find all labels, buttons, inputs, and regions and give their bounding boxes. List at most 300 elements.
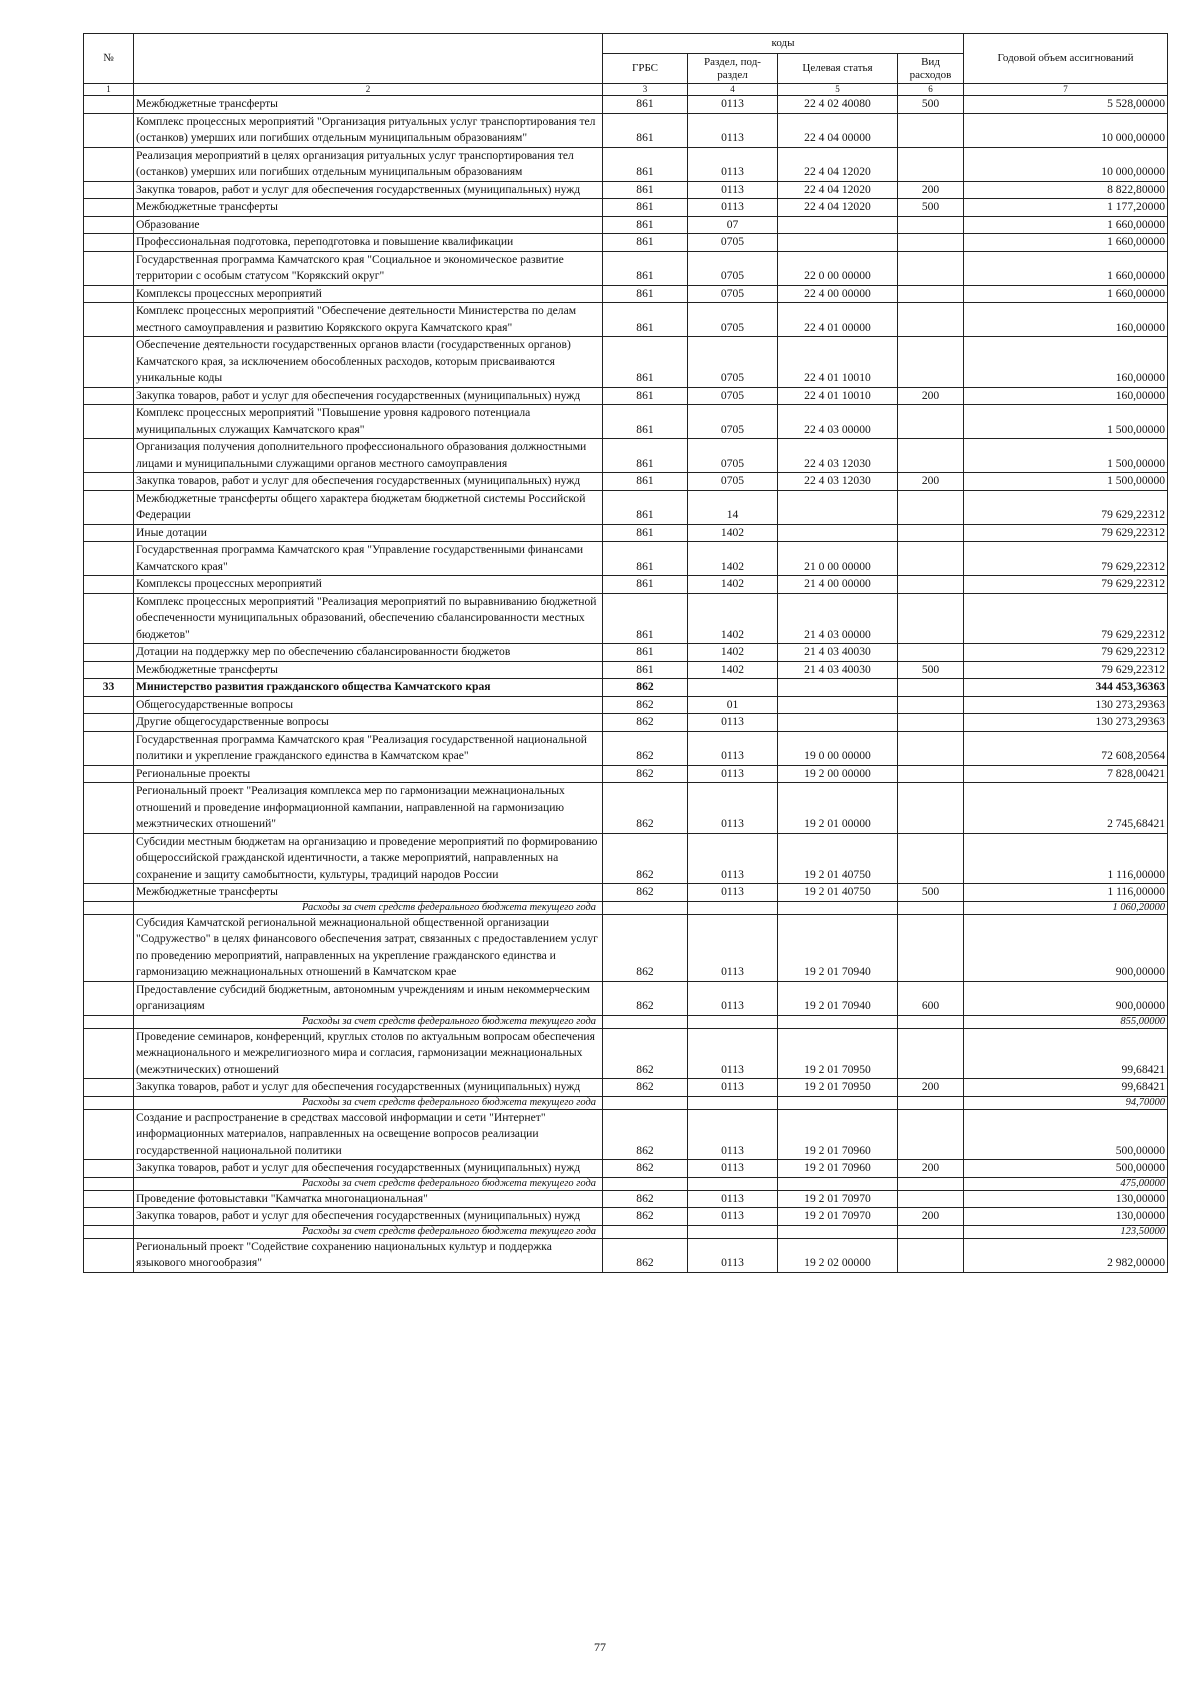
- table-row: [84, 234, 1168, 252]
- row-grbs: 861: [603, 199, 688, 217]
- row-exptype: [898, 731, 964, 765]
- federal-budget-row: [84, 1225, 1168, 1238]
- row-number: [84, 661, 134, 679]
- row-number: [84, 439, 134, 473]
- row-number: [84, 1109, 134, 1160]
- row-target: 19 2 01 70940: [778, 981, 898, 1015]
- row-section: 0705: [688, 285, 778, 303]
- row-number: [84, 1028, 134, 1079]
- row-target: [778, 216, 898, 234]
- row-exptype: 200: [898, 387, 964, 405]
- row-name: Предоставление субсидий бюджетным, автономным учреждениям и иным некоммерческим организациям: [134, 981, 603, 1015]
- table-row: [84, 96, 1168, 114]
- row-amount: 79 629,22312: [964, 524, 1168, 542]
- table-row: [84, 405, 1168, 439]
- row-amount: 7 828,00421: [964, 765, 1168, 783]
- row-name: Проведение фотовыставки "Камчатка многонациональная": [134, 1190, 603, 1208]
- table-row: [84, 1238, 1168, 1272]
- row-section: 01: [688, 696, 778, 714]
- row-number: [84, 542, 134, 576]
- row-grbs: 861: [603, 490, 688, 524]
- row-section: 0113: [688, 884, 778, 902]
- row-exptype: 600: [898, 981, 964, 1015]
- row-target: 19 2 02 00000: [778, 1238, 898, 1272]
- row-number: [84, 901, 134, 914]
- row-name: Иные дотации: [134, 524, 603, 542]
- row-section: 0705: [688, 405, 778, 439]
- header-exptype: Вид расходов: [898, 54, 964, 84]
- table-row: [84, 490, 1168, 524]
- row-amount: 2 745,68421: [964, 783, 1168, 834]
- row-amount: 79 629,22312: [964, 593, 1168, 644]
- row-exptype: [898, 234, 964, 252]
- table-row: [84, 661, 1168, 679]
- row-exptype: [898, 576, 964, 594]
- column-number: 5: [778, 84, 898, 96]
- row-exptype: [898, 901, 964, 914]
- row-exptype: 200: [898, 473, 964, 491]
- budget-table: [83, 33, 1168, 1273]
- row-target: 19 2 01 70960: [778, 1109, 898, 1160]
- row-section: 1402: [688, 576, 778, 594]
- table-row: [84, 181, 1168, 199]
- row-grbs: 861: [603, 303, 688, 337]
- row-name: Закупка товаров, работ и услуг для обеспечения государственных (муниципальных) нужд: [134, 181, 603, 199]
- row-number: [84, 1238, 134, 1272]
- row-grbs: 861: [603, 542, 688, 576]
- row-number: [84, 884, 134, 902]
- row-section: 0705: [688, 337, 778, 388]
- row-name: Комплекс процессных мероприятий "Реализация мероприятий по выравниванию бюджетной обеспеченности муниципальных образований, обеспечению сбалансированности местных бюджетов": [134, 593, 603, 644]
- row-name: Расходы за счет средств федерального бюджета текущего года: [134, 1096, 603, 1109]
- row-section: [688, 901, 778, 914]
- row-section: 0113: [688, 1160, 778, 1178]
- row-section: [688, 1015, 778, 1028]
- row-target: 22 4 02 40080: [778, 96, 898, 114]
- row-exptype: [898, 1096, 964, 1109]
- row-exptype: [898, 1177, 964, 1190]
- row-amount: 1 500,00000: [964, 473, 1168, 491]
- row-exptype: [898, 914, 964, 981]
- row-target: 22 4 00 00000: [778, 285, 898, 303]
- row-target: 21 4 00 00000: [778, 576, 898, 594]
- row-name: Региональный проект "Реализация комплекса мер по гармонизации межнациональных отношений и проведение информационной кампании, направленной на гармонизацию межэтнических отношений": [134, 783, 603, 834]
- row-name: Межбюджетные трансферты: [134, 884, 603, 902]
- row-number: [84, 473, 134, 491]
- row-name: Межбюджетные трансферты: [134, 661, 603, 679]
- row-exptype: 500: [898, 884, 964, 902]
- row-amount: 500,00000: [964, 1160, 1168, 1178]
- row-grbs: 861: [603, 387, 688, 405]
- row-exptype: 200: [898, 1208, 964, 1226]
- row-name: Комплексы процессных мероприятий: [134, 576, 603, 594]
- row-target: 19 2 01 70970: [778, 1208, 898, 1226]
- table-row: [84, 303, 1168, 337]
- row-name: Межбюджетные трансферты: [134, 199, 603, 217]
- row-name: Комплексы процессных мероприятий: [134, 285, 603, 303]
- row-amount: 130,00000: [964, 1208, 1168, 1226]
- header-amount: Годовой объем ассигнований: [964, 34, 1168, 84]
- row-target: 21 4 03 00000: [778, 593, 898, 644]
- row-name: Закупка товаров, работ и услуг для обеспечения государственных (муниципальных) нужд: [134, 1208, 603, 1226]
- row-exptype: 500: [898, 96, 964, 114]
- row-section: 0113: [688, 783, 778, 834]
- row-name: Комплекс процессных мероприятий "Повышение уровня кадрового потенциала муниципальных служащих Камчатского края": [134, 405, 603, 439]
- row-amount: 500,00000: [964, 1109, 1168, 1160]
- row-target: [778, 1177, 898, 1190]
- table-row: [84, 884, 1168, 902]
- row-section: 1402: [688, 644, 778, 662]
- row-target: [778, 1225, 898, 1238]
- row-amount: 130 273,29363: [964, 696, 1168, 714]
- row-name: Обеспечение деятельности государственных органов власти (государственных органов) Камчатского края, за исключением обособленных расходов, которым присваиваются уникальные коды: [134, 337, 603, 388]
- row-amount: 1 660,00000: [964, 216, 1168, 234]
- row-section: 0113: [688, 1208, 778, 1226]
- row-name: Государственная программа Камчатского края "Управление государственными финансами Камчатского края": [134, 542, 603, 576]
- row-amount: 8 822,80000: [964, 181, 1168, 199]
- row-section: 0705: [688, 234, 778, 252]
- row-amount: 5 528,00000: [964, 96, 1168, 114]
- row-amount: 1 660,00000: [964, 285, 1168, 303]
- row-number: [84, 783, 134, 834]
- table-row: [84, 199, 1168, 217]
- row-target: [778, 679, 898, 697]
- row-grbs: 862: [603, 1079, 688, 1097]
- row-number: [84, 285, 134, 303]
- row-name: Другие общегосударственные вопросы: [134, 714, 603, 732]
- row-amount: 1 660,00000: [964, 251, 1168, 285]
- row-target: 22 4 04 12020: [778, 181, 898, 199]
- row-grbs: 861: [603, 96, 688, 114]
- row-target: 19 2 01 40750: [778, 833, 898, 884]
- row-name: Закупка товаров, работ и услуг для обеспечения государственных (муниципальных) нужд: [134, 473, 603, 491]
- row-grbs: 861: [603, 216, 688, 234]
- row-number: [84, 1225, 134, 1238]
- row-name: Реализация мероприятий в целях организация ритуальных услуг транспортирования тел (останков) умерших или погибших отдельным муниципальным образованиям: [134, 147, 603, 181]
- row-exptype: 200: [898, 181, 964, 199]
- row-target: [778, 714, 898, 732]
- row-name: Министерство развития гражданского общества Камчатского края: [134, 679, 603, 697]
- table-row: [84, 542, 1168, 576]
- row-section: [688, 679, 778, 697]
- row-section: 1402: [688, 542, 778, 576]
- row-amount: 160,00000: [964, 303, 1168, 337]
- row-grbs: 861: [603, 593, 688, 644]
- row-exptype: [898, 542, 964, 576]
- row-grbs: 862: [603, 1160, 688, 1178]
- row-target: [778, 234, 898, 252]
- row-number: [84, 1096, 134, 1109]
- row-name: Государственная программа Камчатского края "Социальное и экономическое развитие территории с особым статусом "Корякский округ": [134, 251, 603, 285]
- table-row: [84, 576, 1168, 594]
- row-grbs: [603, 901, 688, 914]
- row-number: [84, 1190, 134, 1208]
- header-codes: коды: [603, 34, 964, 54]
- row-grbs: 861: [603, 576, 688, 594]
- row-amount: 79 629,22312: [964, 490, 1168, 524]
- table-row: [84, 387, 1168, 405]
- row-amount: 475,00000: [964, 1177, 1168, 1190]
- row-target: 22 4 04 12020: [778, 199, 898, 217]
- row-number: [84, 981, 134, 1015]
- row-exptype: [898, 405, 964, 439]
- row-target: 22 4 03 12030: [778, 473, 898, 491]
- row-target: [778, 524, 898, 542]
- row-grbs: 862: [603, 981, 688, 1015]
- row-exptype: [898, 1238, 964, 1272]
- row-name: Проведение семинаров, конференций, круглых столов по актуальным вопросам обеспечения межнационального и межрелигиозного мира и согласия, гармонизации межнациональных (межэтнических) отношений: [134, 1028, 603, 1079]
- row-exptype: [898, 783, 964, 834]
- table-row: [84, 1190, 1168, 1208]
- row-target: 19 2 01 70950: [778, 1028, 898, 1079]
- row-name: Комплекс процессных мероприятий "Организация ритуальных услуг транспортирования тел (останков) умерших или погибших отдельным муниципальным образованиям": [134, 113, 603, 147]
- row-section: 1402: [688, 593, 778, 644]
- row-section: 14: [688, 490, 778, 524]
- row-target: 22 0 00 00000: [778, 251, 898, 285]
- row-number: [84, 833, 134, 884]
- row-number: [84, 96, 134, 114]
- row-name: Региональные проекты: [134, 765, 603, 783]
- row-exptype: 200: [898, 1160, 964, 1178]
- row-number: [84, 199, 134, 217]
- table-row: [84, 765, 1168, 783]
- row-number: [84, 181, 134, 199]
- row-exptype: 200: [898, 1079, 964, 1097]
- row-section: 0113: [688, 147, 778, 181]
- table-row: [84, 731, 1168, 765]
- row-section: 0113: [688, 714, 778, 732]
- row-number: [84, 914, 134, 981]
- row-target: 22 4 01 10010: [778, 337, 898, 388]
- row-grbs: 861: [603, 234, 688, 252]
- row-number: [84, 524, 134, 542]
- row-section: 0113: [688, 833, 778, 884]
- row-target: 19 2 01 70940: [778, 914, 898, 981]
- row-target: 19 0 00 00000: [778, 731, 898, 765]
- row-target: 21 4 03 40030: [778, 644, 898, 662]
- row-number: [84, 714, 134, 732]
- row-amount: 1 177,20000: [964, 199, 1168, 217]
- row-exptype: [898, 644, 964, 662]
- row-amount: 160,00000: [964, 337, 1168, 388]
- row-grbs: 861: [603, 113, 688, 147]
- row-grbs: 861: [603, 524, 688, 542]
- row-exptype: [898, 714, 964, 732]
- row-amount: 72 608,20564: [964, 731, 1168, 765]
- federal-budget-row: [84, 1177, 1168, 1190]
- row-exptype: [898, 1015, 964, 1028]
- row-exptype: [898, 490, 964, 524]
- row-section: 1402: [688, 524, 778, 542]
- row-target: 22 4 03 00000: [778, 405, 898, 439]
- row-number: [84, 696, 134, 714]
- row-number: [84, 1015, 134, 1028]
- table-body: [84, 96, 1168, 1273]
- row-target: [778, 696, 898, 714]
- row-exptype: 500: [898, 199, 964, 217]
- row-name: Расходы за счет средств федерального бюджета текущего года: [134, 1015, 603, 1028]
- table-row: [84, 285, 1168, 303]
- row-number: [84, 1079, 134, 1097]
- row-grbs: 862: [603, 731, 688, 765]
- row-target: 19 2 01 40750: [778, 884, 898, 902]
- row-section: [688, 1096, 778, 1109]
- row-exptype: [898, 113, 964, 147]
- column-number: 2: [134, 84, 603, 96]
- page-number: 77: [594, 1640, 606, 1654]
- row-grbs: 862: [603, 1208, 688, 1226]
- row-grbs: 862: [603, 714, 688, 732]
- row-name: Дотации на поддержку мер по обеспечению сбалансированности бюджетов: [134, 644, 603, 662]
- row-name: Общегосударственные вопросы: [134, 696, 603, 714]
- table-row: [84, 251, 1168, 285]
- row-section: 0705: [688, 303, 778, 337]
- row-amount: 79 629,22312: [964, 542, 1168, 576]
- row-exptype: [898, 216, 964, 234]
- row-name: Государственная программа Камчатского края "Реализация государственной национальной политики и укрепление гражданского единства в Камчатском крае": [134, 731, 603, 765]
- row-number: [84, 147, 134, 181]
- federal-budget-row: [84, 901, 1168, 914]
- row-number: [84, 405, 134, 439]
- row-target: 22 4 01 10010: [778, 387, 898, 405]
- row-name: Закупка товаров, работ и услуг для обеспечения государственных (муниципальных) нужд: [134, 1079, 603, 1097]
- row-number: [84, 765, 134, 783]
- row-exptype: [898, 833, 964, 884]
- table-row: [84, 644, 1168, 662]
- column-number: 1: [84, 84, 134, 96]
- row-amount: 1 060,20000: [964, 901, 1168, 914]
- row-amount: 2 982,00000: [964, 1238, 1168, 1272]
- row-section: 0113: [688, 113, 778, 147]
- row-target: 19 2 00 00000: [778, 765, 898, 783]
- row-number: 33: [84, 679, 134, 697]
- row-amount: 1 116,00000: [964, 833, 1168, 884]
- table-row: [84, 783, 1168, 834]
- row-grbs: 861: [603, 285, 688, 303]
- row-grbs: [603, 1096, 688, 1109]
- row-grbs: 862: [603, 914, 688, 981]
- row-grbs: 862: [603, 1190, 688, 1208]
- row-grbs: 862: [603, 765, 688, 783]
- row-section: 0113: [688, 1238, 778, 1272]
- row-target: 21 4 03 40030: [778, 661, 898, 679]
- row-amount: 79 629,22312: [964, 644, 1168, 662]
- row-name: Субсидия Камчатской региональной межнациональной общественной организации "Содружество" в целях финансового обеспечения затрат, связанных с предоставлением услуг по проведению мероприятий, направленных на укрепление гражданского единства и гармонизацию межнациональных отношений в Камчатском крае: [134, 914, 603, 981]
- row-amount: 10 000,00000: [964, 147, 1168, 181]
- row-grbs: [603, 1177, 688, 1190]
- row-name: Организация получения дополнительного профессионального образования должностными лицами и муниципальными служащими органов местного самоуправления: [134, 439, 603, 473]
- table-row: [84, 337, 1168, 388]
- row-section: [688, 1177, 778, 1190]
- row-number: [84, 1208, 134, 1226]
- table-row: [84, 113, 1168, 147]
- row-name: Расходы за счет средств федерального бюджета текущего года: [134, 1225, 603, 1238]
- row-section: 0705: [688, 251, 778, 285]
- header-section: Раздел, под-раздел: [688, 54, 778, 84]
- row-target: [778, 490, 898, 524]
- row-grbs: 862: [603, 884, 688, 902]
- row-section: 0113: [688, 1190, 778, 1208]
- row-section: 1402: [688, 661, 778, 679]
- row-grbs: 862: [603, 1109, 688, 1160]
- table-row: [84, 679, 1168, 697]
- table-row: [84, 473, 1168, 491]
- row-grbs: 861: [603, 181, 688, 199]
- table-row: [84, 696, 1168, 714]
- row-amount: 900,00000: [964, 981, 1168, 1015]
- row-name: Расходы за счет средств федерального бюджета текущего года: [134, 901, 603, 914]
- row-name: Закупка товаров, работ и услуг для обеспечения государственных (муниципальных) нужд: [134, 1160, 603, 1178]
- table-row: [84, 1109, 1168, 1160]
- row-section: 0113: [688, 914, 778, 981]
- row-section: 0113: [688, 1109, 778, 1160]
- column-numbers-row: [84, 84, 1168, 96]
- table-row: [84, 216, 1168, 234]
- row-amount: 1 500,00000: [964, 439, 1168, 473]
- row-amount: 344 453,36363: [964, 679, 1168, 697]
- row-number: [84, 234, 134, 252]
- row-exptype: [898, 593, 964, 644]
- row-section: [688, 1225, 778, 1238]
- row-target: 19 2 01 70960: [778, 1160, 898, 1178]
- row-exptype: [898, 696, 964, 714]
- row-section: 0113: [688, 181, 778, 199]
- table-row: [84, 914, 1168, 981]
- row-name: Комплекс процессных мероприятий "Обеспечение деятельности Министерства по делам местного самоуправления и развитию Корякского округа Камчатского края": [134, 303, 603, 337]
- row-grbs: 861: [603, 473, 688, 491]
- table-row: [84, 981, 1168, 1015]
- row-number: [84, 731, 134, 765]
- header-num: №: [84, 34, 134, 84]
- row-grbs: [603, 1225, 688, 1238]
- row-exptype: [898, 251, 964, 285]
- row-name: Региональный проект "Содействие сохранению национальных культур и поддержка языкового многообразия": [134, 1238, 603, 1272]
- federal-budget-row: [84, 1096, 1168, 1109]
- table-row: [84, 439, 1168, 473]
- row-amount: 900,00000: [964, 914, 1168, 981]
- row-amount: 99,68421: [964, 1028, 1168, 1079]
- row-exptype: [898, 439, 964, 473]
- row-section: 0113: [688, 96, 778, 114]
- row-section: 0113: [688, 731, 778, 765]
- federal-budget-row: [84, 1015, 1168, 1028]
- column-number: 3: [603, 84, 688, 96]
- row-grbs: 861: [603, 147, 688, 181]
- row-amount: 79 629,22312: [964, 661, 1168, 679]
- row-grbs: 862: [603, 783, 688, 834]
- row-amount: 160,00000: [964, 387, 1168, 405]
- row-amount: 130,00000: [964, 1190, 1168, 1208]
- column-number: 4: [688, 84, 778, 96]
- row-exptype: [898, 1109, 964, 1160]
- row-number: [84, 113, 134, 147]
- row-target: [778, 901, 898, 914]
- row-target: 22 4 01 00000: [778, 303, 898, 337]
- row-grbs: 861: [603, 661, 688, 679]
- row-name: Закупка товаров, работ и услуг для обеспечения государственных (муниципальных) нужд: [134, 387, 603, 405]
- table-row: [84, 1208, 1168, 1226]
- row-grbs: 862: [603, 696, 688, 714]
- table-row: [84, 833, 1168, 884]
- row-name: Образование: [134, 216, 603, 234]
- row-target: 19 2 01 70970: [778, 1190, 898, 1208]
- row-amount: 1 500,00000: [964, 405, 1168, 439]
- row-amount: 10 000,00000: [964, 113, 1168, 147]
- column-number: 7: [964, 84, 1168, 96]
- table-row: [84, 1028, 1168, 1079]
- row-amount: 99,68421: [964, 1079, 1168, 1097]
- table-header: [84, 34, 1168, 96]
